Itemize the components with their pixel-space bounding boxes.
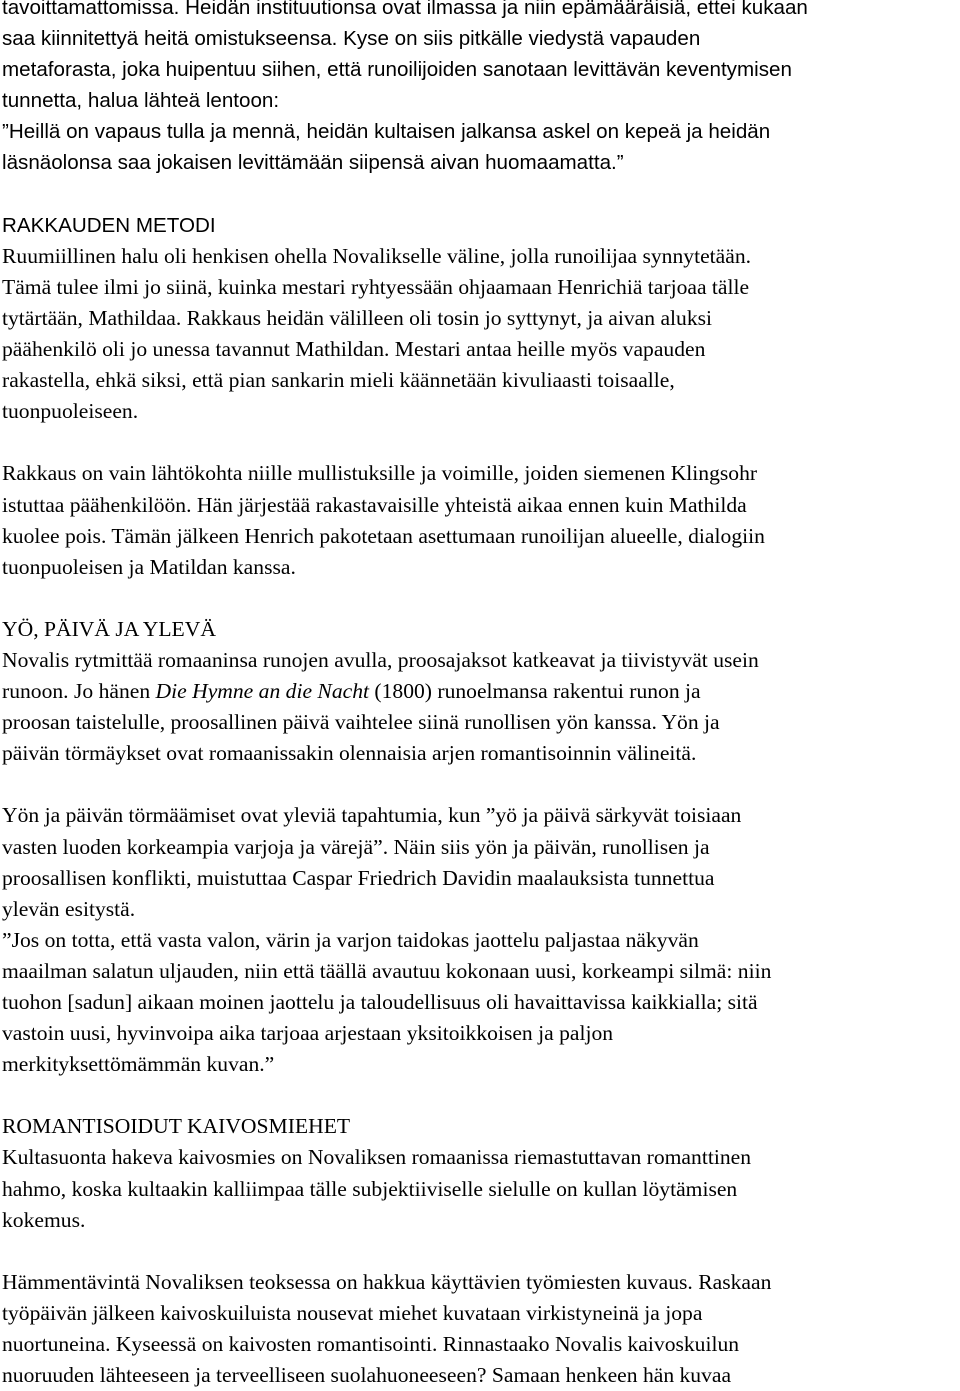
miners-paragraph-2: [2, 1267, 958, 1391]
paragraph-gap: [2, 1080, 958, 1111]
section-heading: RAKKAUDEN METODI: [2, 213, 216, 237]
quote-line: läsnäolonsa saa jokaisen levittämään siipensä aivan huomaamatta.”: [2, 151, 624, 175]
text-line: Yön ja päivän törmäämiset ovat yleviä tapahtumia, kun ”yö ja päivä särkyvät toisiaan: [2, 803, 742, 828]
text-line: istuttaa päähenkilöön. Hän järjestää rakastavaisille yhteistä aikaa ennen kuin Mathilda: [2, 492, 747, 517]
text-line: tunnetta, halua lähteä lentoon:: [2, 89, 280, 113]
quote-line: ”Jos on totta, että vasta valon, värin ja varjon taidokas jaottelu paljastaa näkyvän: [2, 927, 699, 952]
text-line: päähenkilö oli jo unessa tavannut Mathildan. Mestari antaa heille myös vapauden: [2, 337, 706, 362]
quote-line: tuohon [sadun] aikaan moinen jaottelu ja taloudellisuus oli havaittavissa kaikkialla; sitä: [2, 990, 758, 1014]
quote-line: ”Heillä on vapaus tulla ja mennä, heidän kultaisen jalkansa askel on kepeä ja heidän: [2, 120, 771, 144]
section-yo-paiva-ja-yleva: [2, 614, 958, 769]
intro-paragraph: [2, 0, 958, 179]
text-line: Ruumiillinen halu oli henkisen ohella Novalikselle väline, jolla runoilijaa synnytetään.: [2, 243, 752, 268]
quote-line: maailman salatun uljauden, niin että täällä avautuu kokonaan uusi, korkeampi silmä: niin: [2, 958, 772, 983]
section-romantisoidut-kaivosmiehet: [2, 1111, 958, 1235]
text-line: [2, 676, 958, 707]
quote-line: merkityksettömämmän kuvan.”: [2, 1052, 275, 1077]
text-line: ylevän esitystä.: [2, 896, 136, 921]
text-line: tuonpuoleisen ja Matildan kanssa.: [2, 554, 296, 579]
text-line: proosan taistelulle, proosallinen päivä vaihtelee siinä runollisen yön kanssa. Yön ja: [2, 710, 720, 735]
text-line: saa kiinnitettyä heitä omistukseensa. Kyse on siis pitkälle viedystä vapauden: [2, 27, 701, 51]
text-line: hahmo, koska kultaakin kalliimpaa tälle subjektiiviselle sielulle on kullan löytämisen: [2, 1176, 738, 1201]
text-line: työpäivän jälkeen kaivoskuiluista nousevat miehet kuvataan virkistyneinä ja jopa: [2, 1300, 703, 1325]
text-line: tavoittamattomissa. Heidän instituutionsa ovat ilmassa ja niin epämääräisiä, ettei kukaan: [2, 0, 808, 19]
paragraph-gap: [2, 179, 958, 210]
text-line: rakastella, ehkä siksi, että pian sankarin mieli käännetään kivuliaasti toisaalle,: [2, 368, 675, 393]
section-heading: YÖ, PÄIVÄ JA YLEVÄ: [2, 616, 216, 641]
quote-line: vastoin uusi, hyvinvoipa aika tarjoaa arjestaan yksitoikkoisen ja paljon: [2, 1021, 614, 1046]
section-rakkauden-metodi: [2, 210, 958, 428]
paragraph-gap: [2, 427, 958, 458]
paragraph-gap: [2, 769, 958, 800]
text-line: Novalis rytmittää romaaninsa runojen avulla, proosajaksot katkeavat ja tiivistyvät usein: [2, 647, 759, 672]
text-line: tytärtään, Mathildaa. Rakkaus heidän välilleen oli tosin jo syttynyt, ja aivan aluksi: [2, 305, 713, 330]
text-line: vasten luoden korkeampia varjoja ja värejä”. Näin siis yön ja päivän, runollisen ja: [2, 834, 710, 859]
text-line: kokemus.: [2, 1207, 86, 1232]
document-page: [2, 0, 958, 1391]
text-line: päivän törmäykset ovat romaanissakin olennaisia arjen romantisoinnin välineitä.: [2, 741, 697, 766]
paragraph-gap: [2, 583, 958, 614]
text-line: tuonpuoleiseen.: [2, 399, 139, 424]
section-heading: ROMANTISOIDUT KAIVOSMIEHET: [2, 1114, 351, 1139]
text-line: Kultasuonta hakeva kaivosmies on Novaliksen romaanissa riemastuttavan romanttinen: [2, 1145, 751, 1170]
method-paragraph-2: [2, 458, 958, 582]
text-fragment: runoon. Jo hänen: [2, 679, 156, 704]
text-line: kuolee pois. Tämän jälkeen Henrich pakotetaan asettumaan runoilijan alueelle, dialogiin: [2, 523, 765, 548]
text-line: metaforasta, joka huipentuu siihen, että runoilijoiden sanotaan levittävän keventymisen: [2, 58, 792, 82]
night-paragraph-2: [2, 800, 958, 1080]
paragraph-gap: [2, 1236, 958, 1267]
text-line: Tämä tulee ilmi jo siinä, kuinka mestari ryhtyessään ohjaamaan Henrichiä tarjoaa tälle: [2, 274, 750, 299]
text-line: nuoruuden lähteeseen ja terveelliseen suolahuoneeseen? Samaan henkeen hän kuvaa: [2, 1363, 732, 1388]
text-line: proosallisen konflikti, muistuttaa Caspar Friedrich Davidin maalauksista tunnettua: [2, 865, 715, 890]
text-fragment: (1800) runoelmansa rakentui runon ja: [369, 679, 701, 704]
text-line: Hämmentävintä Novaliksen teoksessa on hakkua käyttävien työmiesten kuvaus. Raskaan: [2, 1269, 772, 1294]
text-line: Rakkaus on vain lähtökohta niille mullistuksille ja voimille, joiden siemenen Klingsohr: [2, 461, 758, 486]
text-line: nuortuneina. Kyseessä on kaivosten romantisointi. Rinnastaako Novalis kaivoskuilun: [2, 1332, 740, 1357]
work-title: Die Hymne an die Nacht: [155, 679, 370, 704]
